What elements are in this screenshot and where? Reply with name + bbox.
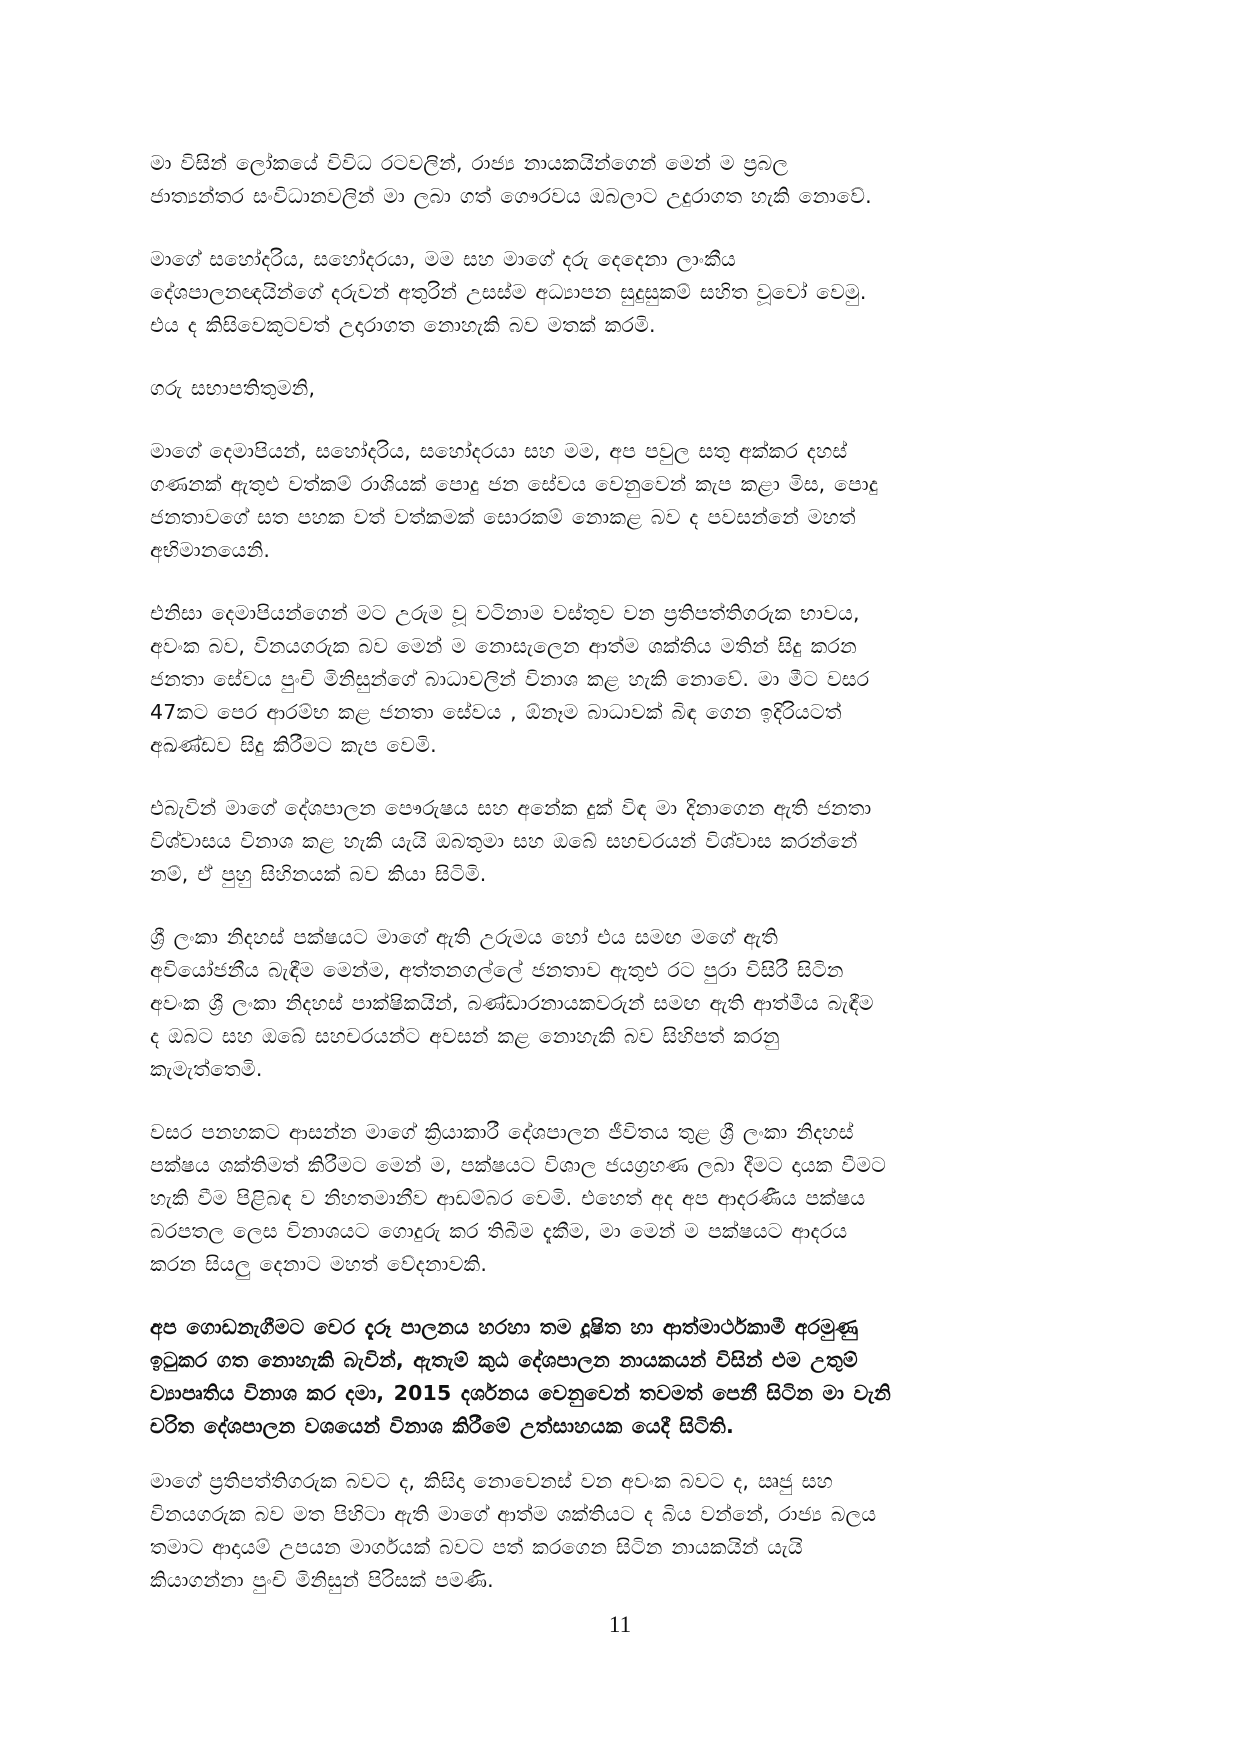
text-line: එනිසා දෙමාපියන්ගෙන් මට උරුම වූ වටිනාම වස්තුව වන ප්‍රතිපත්තිගරුක භාවය,: [150, 601, 860, 625]
text-line: එය ද කිසිවෙකුටවත් උදාරාගත නොහැකි බව මතක් කරමි.: [150, 313, 656, 337]
text-line: අවංක බව, විනයගරුක බව මෙන් ම නොසැලෙන ආත්ම ශක්තිය මතින් සිදු කරන: [150, 634, 857, 658]
text-line: කරන සියලු දෙනාට මහත් වේදනාවකි.: [150, 1252, 488, 1276]
text-line: එබැවින් මාගේ දේශපාලන පෞරුෂය සහ අනේක දුක් විඳ මා දිනාගෙන ඇති ජනතා: [150, 796, 872, 820]
paragraph-5: [150, 597, 1085, 762]
text-line: මාගේ දෙමාපියන්, සහෝදරිය, සහෝදරයා සහ මම, අප පවුල සතු අක්කර දහස්: [150, 439, 848, 463]
text-line: විශ්වාසය විනාශ කළ හැකි යැයි ඔබතුමා සහ ඔබේ සහචරයන් විශ්වාස කරන්නේ: [150, 829, 858, 853]
text-line: මාගේ සහෝදරිය, සහෝදරයා, මම සහ මාගේ දරු දෙදෙනා ලාංකීය: [150, 247, 736, 271]
text-line: මා විසින් ලෝකයේ විවිධ රටවලින්, රාජ්‍ය නායකයින්ගෙන් මෙන් ම ප්‍රබල: [150, 151, 789, 175]
paragraph-9-bold: [150, 1311, 1085, 1443]
text-line: හැකි වීම පිළිබඳ ව නිහතමානීව ආඩම්බර වෙමි. එහෙත් අද අප ආදරණීය පක්ෂය: [150, 1186, 866, 1210]
text-line: ජාත්‍යන්තර සංවිධානවලින් මා ලබා ගත් ගෞරවය ඔබලාට උදුරාගත හැකි නොවේ.: [150, 184, 872, 208]
text-line: ශ්‍රී ලංකා නිදහස් පක්ෂයට මාගේ ඇති උරුමය හෝ එය සමඟ මගේ ඇති: [150, 925, 779, 949]
text-line: චරිත දේශපාලන වශයෙන් විනාශ කිරීමේ උත්සාහයක යෙදී සිටිති.: [150, 1414, 735, 1438]
paragraph-1: [150, 147, 1085, 213]
paragraph-8: [150, 1116, 1085, 1281]
text-line: කියාගන්නා පුංචි මිනිසුන් පිරිසක් පමණි.: [150, 1568, 494, 1592]
text-line: විනයගරුක බව මත පිහිටා ඇති මාගේ ආත්ම ශක්තියට ද බිය වන්නේ, රාජ්‍ය බලය: [150, 1502, 877, 1526]
text-line: ජනතාවගේ සත පහක වත් වත්කමක් සොරකම් නොකළ බව ද පවසන්නේ මහත්: [150, 505, 856, 529]
paragraph-2: [150, 243, 1085, 342]
salutation: [150, 372, 1085, 405]
paragraph-7: [150, 921, 1085, 1086]
text-line: අඛණ්ඩව සිදු කිරීමට කැප වෙමි.: [150, 733, 437, 757]
text-line: මාගේ ප්‍රතිපත්තිගරුක බවට ද, කිසිදා නොවෙනස් වන අවංක බවට ද, ඍජු සහ: [150, 1469, 833, 1493]
document-body: [150, 147, 1085, 1597]
text-line: දේශපාලනඥයින්ගේ දරුවන් අතුරින් උසස්ම අධ්‍යාපන සුදුසුකම් සහිත වූවෝ වෙමු.: [150, 280, 867, 304]
text-line: ගණනක් ඇතුළු වත්කම් රාශියක් පොදු ජන සේවය වෙනුවෙන් කැප කළා මිස, පොදු: [150, 472, 879, 496]
text-line: ද ඔබට සහ ඔබේ සහචරයන්ට අවසන් කළ නොහැකි බව සිහිපත් කරනු: [150, 1024, 780, 1048]
text-line: බරපතල ලෙස විනාශයට ගොදුරු කර තිබීම දැකීම, මා මෙන් ම පක්ෂයට ආදරය: [150, 1219, 848, 1243]
text-line: වසර පනහකට ආසන්න මාගේ ක්‍රියාකාරී දේශපාලන ජීවිතය තුළ ශ්‍රී ලංකා නිදහස්: [150, 1120, 854, 1144]
paragraph-4: [150, 435, 1085, 567]
text-line: අවියෝජනීය බැඳීම මෙන්ම, අත්තනගල්ලේ ජනතාව ඇතුළු රට පුරා විසිරී සිටින: [150, 958, 844, 982]
paragraph-10: [150, 1465, 1085, 1597]
text-line: අවංක ශ්‍රී ලංකා නිදහස් පාක්ෂිකයින්, බණ්ඩාරනායකවරුන් සමඟ ඇති ආත්මීය බැඳීම: [150, 991, 874, 1015]
text-line: අප ගොඩනැගීමට වෙර දැරූ පාලනය හරහා තම දූෂිත හා ආත්මාර්ථකාමී අරමුණු: [150, 1315, 859, 1339]
paragraph-6: [150, 792, 1085, 891]
text-line: ව්‍යාපෘතිය විනාශ කර දමා, 2015 දර්ශනය වෙනුවෙන් තවමත් පෙනී සිටින මා වැනි: [150, 1381, 892, 1405]
page-number: 11: [608, 1612, 632, 1637]
text-line: ඉටුකර ගත නොහැකි බැවින්, ඇතැම් කුඨ දේශපාලන නායකයන් විසින් එම උතුම්: [150, 1348, 858, 1372]
text-line: නම්, ඒ පුහු සිහිනයක් බව කියා සිටිමි.: [150, 862, 487, 886]
text-line: කැමැත්තෙමි.: [150, 1057, 263, 1081]
text-line: ගරු සභාපතිතුමනි,: [150, 376, 316, 400]
text-line: අභිමානයෙනි.: [150, 538, 271, 562]
text-line: ජනතා සේවය පුංචි මිනිසුන්ගේ බාධාවලින් විනාශ කළ හැකි නොවේ. මා මීට වසර: [150, 667, 870, 691]
text-line: 47කට පෙර ආරම්භ කළ ජනතා සේවය , ඕනෑම බාධාවක් බිඳ ගෙන ඉදිරියටත්: [150, 700, 842, 724]
text-line: තමාට ආදායම් උපයන මාර්ගයක් බවට පත් කරගෙන සිටින නායකයින් යැයි: [150, 1535, 803, 1559]
text-line: පක්ෂය ශක්තිමත් කිරීමට මෙන් ම, පක්ෂයට විශාල ජයග්‍රහණ ලබා දීමට දායක වීමට: [150, 1153, 887, 1177]
